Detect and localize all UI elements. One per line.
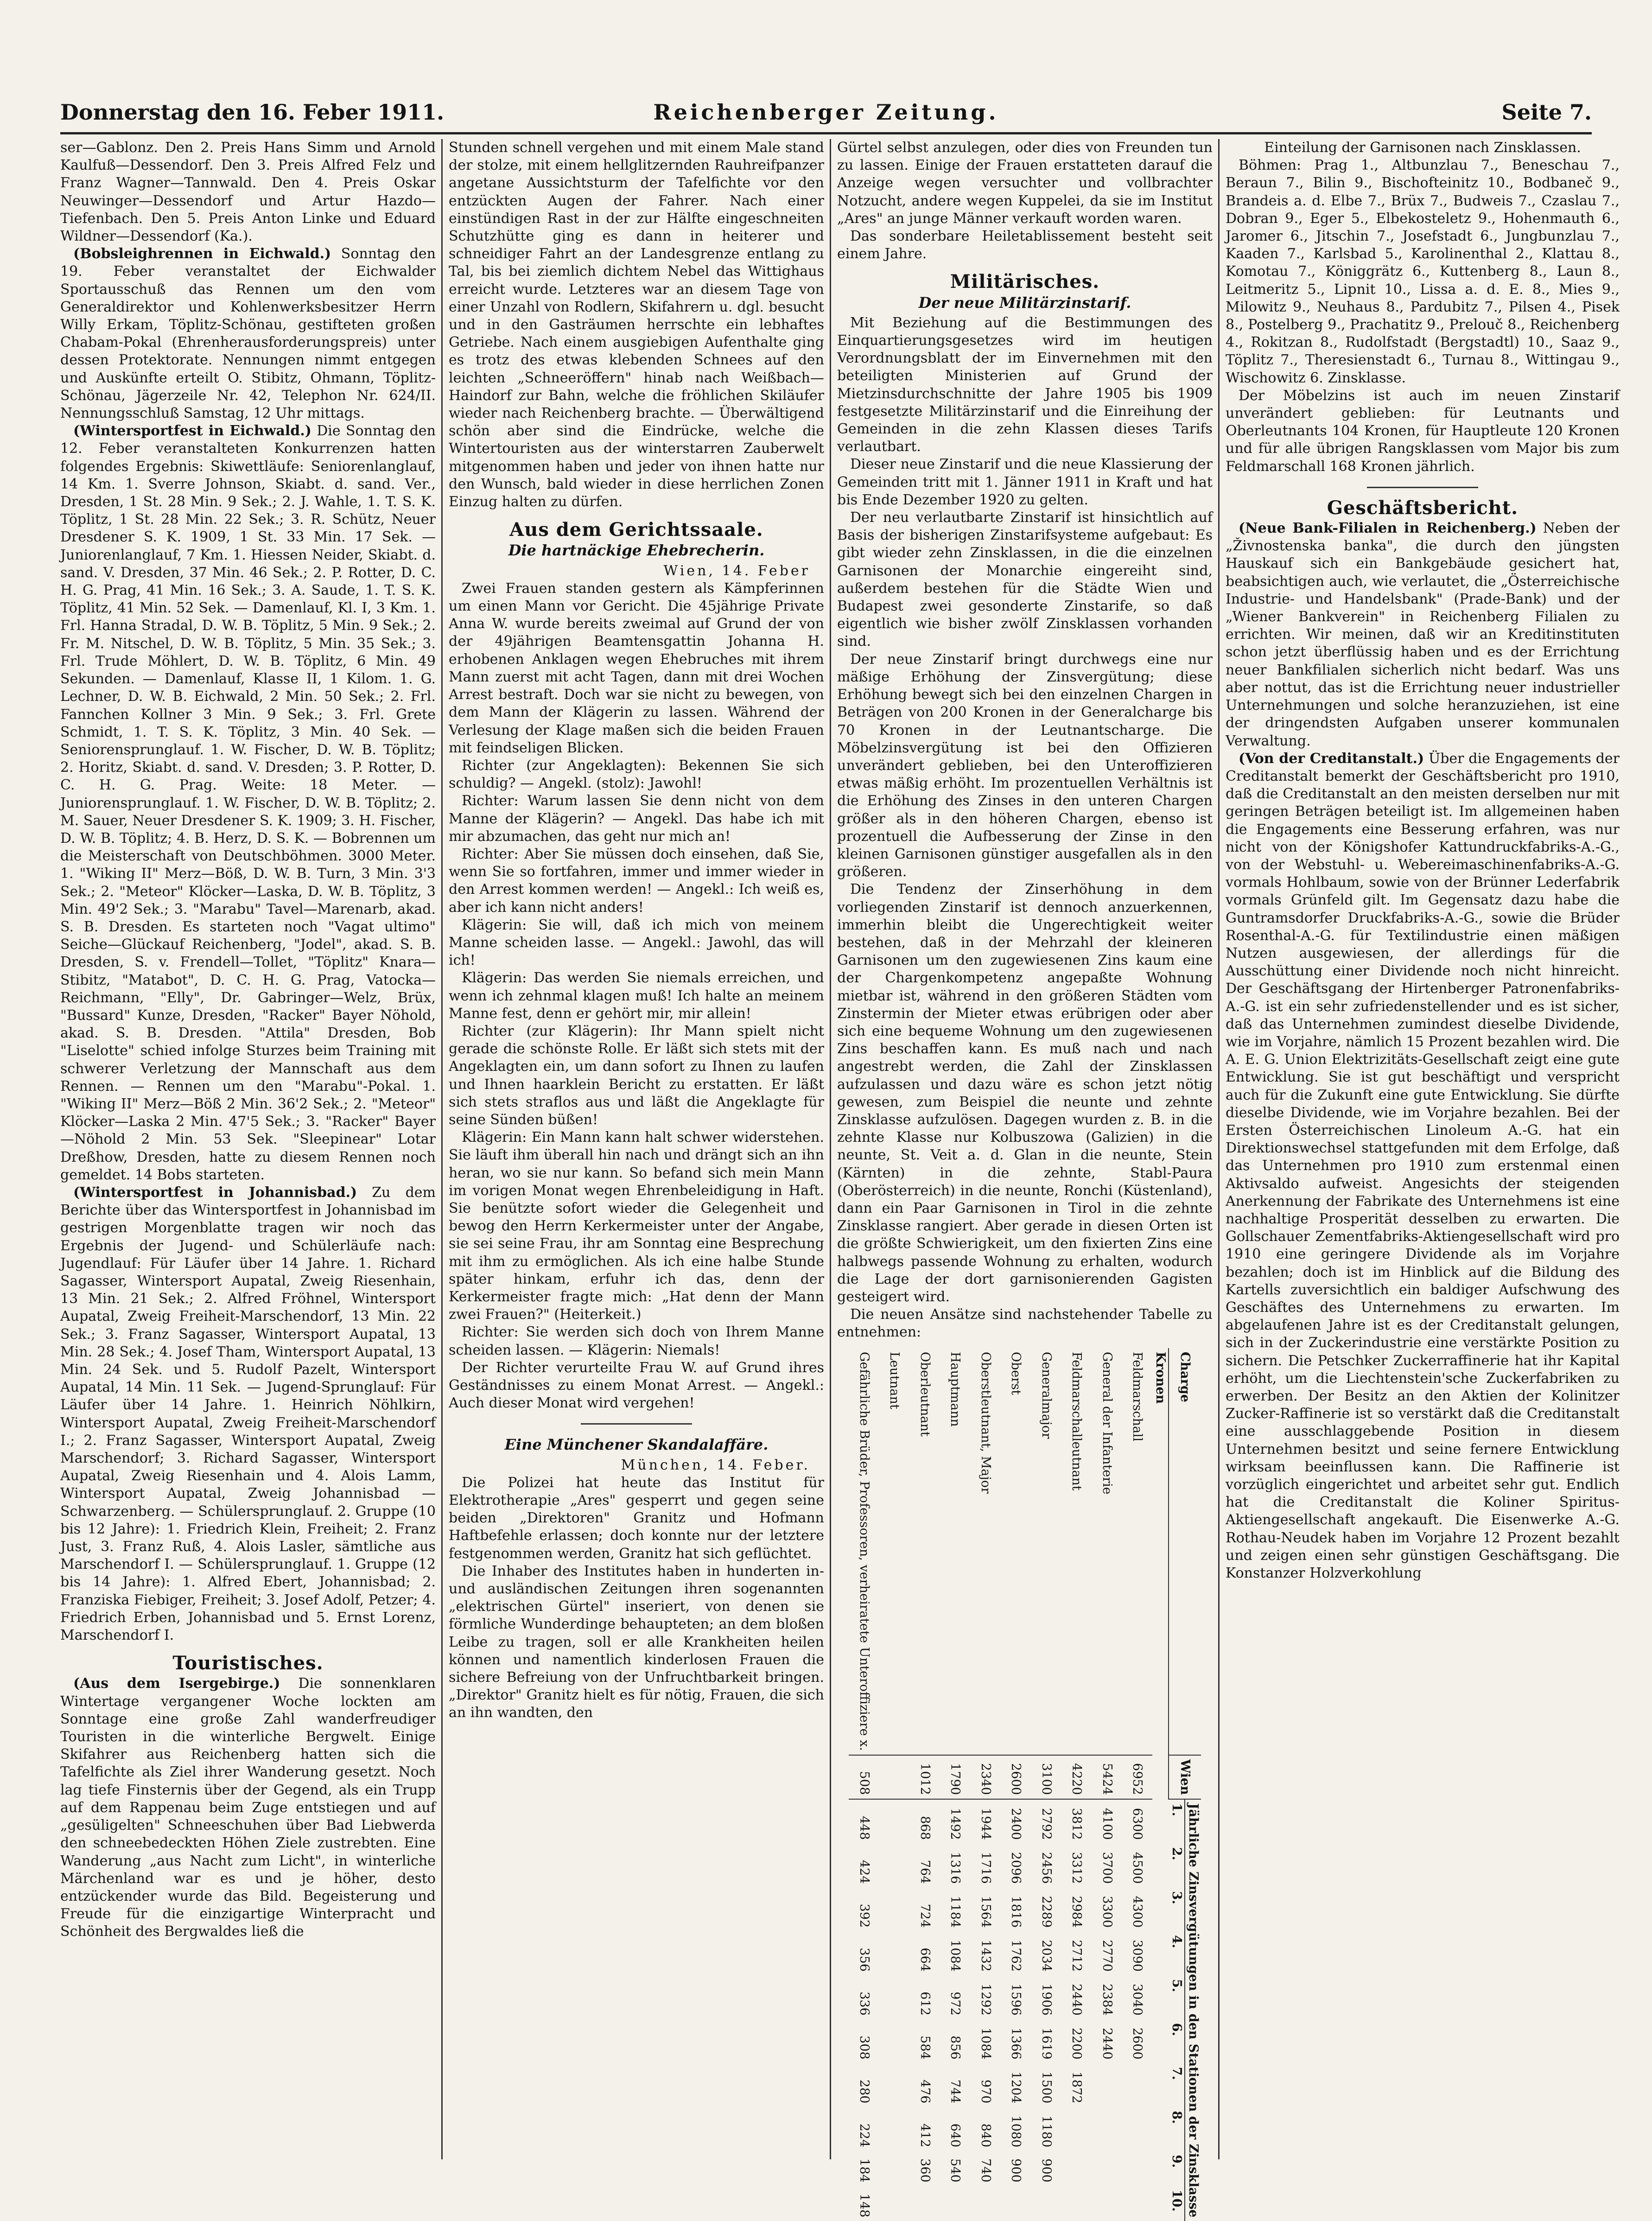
table-cell-value: 392	[857, 1903, 871, 1928]
column-3	[837, 139, 1213, 2217]
table-cell-value: 744	[948, 2079, 963, 2103]
table-cell-value: 724	[917, 1903, 932, 1928]
table-header-row	[1185, 1348, 1201, 2221]
section-heading: Geschäftsbericht.	[1327, 496, 1519, 519]
table-header-charge: Charge	[1169, 1348, 1201, 1755]
table-cell-value	[879, 1843, 910, 1887]
table-cell-value: 840	[978, 2123, 993, 2147]
table-class-header: 9.	[1169, 2154, 1184, 2168]
table-cell-value: 3312	[1069, 1852, 1084, 1884]
paragraph: Die Inhaber des Institutes haben in hunderten in- und ausländischen Zeitungen ihren sogenannten „elektrischen Gürtel" inseriert, von denen sie förmliche Wunderdinge behaupteten; an dem bloßen Leibe zu tragen, soll er alle Krankheiten heilen können und namentlich kinderlosen Frauen die sichere Befreiung von der Unfruchtbarkeit bringen. „Direktor" Granitz hielt es für nötig, Frauen, die sich an ihn wandten, den	[449, 1563, 824, 1721]
table-row	[940, 1348, 971, 2221]
table-cell-value: 2600	[1001, 1755, 1031, 1799]
table-cell-value: 412	[917, 2123, 932, 2147]
table-class-header: 2.	[1169, 1847, 1184, 1860]
table-cell-value	[1001, 2186, 1031, 2221]
table-cell-value: 4220	[1061, 1755, 1092, 1799]
table-cell-value: 6952	[1122, 1755, 1153, 1799]
table-cell-value: 2200	[1069, 2027, 1084, 2060]
table-cell-value	[1092, 2151, 1122, 2186]
table-row	[1061, 1348, 1092, 2221]
table-cell-value: 3100	[1031, 1755, 1061, 1799]
paragraph: Der Möbelzins ist auch im neuen Zinstarif unverändert geblieben: für Leutnants und Oberleutnants 104 Kronen, für Hauptleute 120 Kronen und für alle übrigen Rangsklassen vom Major bis zum Feldmarschall 168 Kronen jährlich.	[1226, 387, 1620, 475]
table-body	[849, 1348, 1152, 2221]
table-cell-value: 1596	[1009, 1983, 1023, 2016]
table-cell-value: 336	[857, 1991, 871, 2016]
table-cell-charge: Gefährliche Brüder, Professoren, verheiratete Unteroffiziere x.	[857, 1351, 871, 1751]
section-lead: (Neue Bank-Filialen in Reichenberg.)	[1239, 520, 1537, 537]
table-cell-value: 448	[849, 1799, 879, 1843]
table-cell-value	[879, 1975, 910, 2019]
newspaper-title: Reichenberger Zeitung.	[653, 100, 999, 125]
paragraph: Die Tendenz der Zinserhöhung in dem vorliegenden Zinstarif ist dennoch anzuerkennen, immerhin bleibt die Ungerechtigkeit weiter bestehen, daß in der Mehrzahl der kleineren Garnisonen um den zugewiesenen Zins kaum eine der Chargenkompetenz angepaßte Wohnung mietbar ist, während in den größeren Städten vom Zinstermin der Mieter etwas erübrigen oder aber sich eine bequeme Wohnung um den zugewiesenen Zins beschaffen kann. Es muß nach und nach angestrebt werden, die Zahl der Zinsklassen aufzulassen und dazu wäre es schon jetzt nötig gewesen, zum Beispiel die neunte und zehnte Zinsklasse aufzulösen. Dagegen wurden z. B. in die zehnte Klasse nur Kolbuszowa (Galizien) in die neunte, St. Veit a. d. Glan in die neunte, Stein (Kärnten) in die zehnte, Stabl-Paura (Oberösterreich) in die neunte, Ronchi (Küstenland), dann ein Paar Garnisonen in Tirol in die zehnte Zinsklasse rangiert. Aber gerade in diesen Orten ist die größte Schwierigkeit, um den fixierten Zins eine halbwegs passende Wohnung zu erhalten, wodurch die Lage der dort garnisonierenden Gagisten gesteigert wird.	[837, 881, 1213, 1305]
table-cell-value	[940, 2186, 971, 2221]
table-cell-value: 1944	[970, 1799, 1001, 1843]
section-heading: Touristisches.	[172, 1652, 324, 1674]
table-cell-value: 5424	[1092, 1755, 1122, 1799]
paragraph	[60, 1184, 436, 1644]
table-cell-charge: Leutnant	[887, 1351, 902, 1409]
table-unit-label: Kronen	[1153, 1351, 1168, 1404]
table-cell-charge: Generalmajor	[1039, 1351, 1054, 1439]
paragraph: Richter: Aber Sie müssen doch einsehen, daß Sie, wenn Sie so fortfahren, immer und immer wieder in den Arrest kommen werden! — Angekl.: Ich weiß es, aber ich kann nicht anders!	[449, 846, 824, 916]
table-cell-value: 1619	[1039, 2027, 1054, 2060]
paragraph: Gürtel selbst anzulegen, oder dies von Freunden tun zu lassen. Einige der Frauen erstatteten darauf die Anzeige wegen versuchter und vollbrachter Notzucht, andere wegen Kuppelei, da sie im Institut „Ares" an junge Männer verkauft worden waren.	[837, 140, 1213, 227]
table-cell-value: 2770	[1099, 1939, 1114, 1972]
rent-rate-table	[849, 1348, 1201, 2217]
table-cell-value: 3300	[1099, 1896, 1114, 1928]
table-cell-value: 612	[917, 1991, 932, 2016]
paragraph	[60, 245, 436, 422]
table-cell-value: 2712	[1069, 1939, 1084, 1972]
divider	[1367, 487, 1478, 488]
table-cell-value: 1080	[1009, 2115, 1023, 2147]
table-cell-value: 3812	[1061, 1799, 1092, 1843]
section-lead: (Wintersportfest in Johannisbad.)	[73, 1184, 357, 1201]
table-cell-value: 2600	[1130, 2027, 1145, 2060]
table-cell-value: 2384	[1099, 1983, 1114, 2016]
section-lead: (Bobsleighrennen in Eichwald.)	[73, 246, 331, 262]
table-cell-value: 3090	[1130, 1939, 1145, 1972]
table-cell-charge: Feldmarschalleutnant	[1069, 1351, 1084, 1491]
table-cell-charge: Feldmarschall	[1130, 1351, 1145, 1442]
section-lead: (Aus dem Isergebirge.)	[73, 1675, 280, 1692]
table-cell-value	[1061, 2186, 1092, 2221]
column-4	[1226, 139, 1620, 2159]
table-cell-value	[1061, 2151, 1092, 2186]
table-row	[1001, 1348, 1031, 2221]
paragraph: Der neu verlautbarte Zinstarif ist hinsichtlich auf Basis der bisherigen Zinstarifsysteme aufgebaut: Es gibt wieder zehn Zinsklassen, in die die einzelnen Garnisonen der Monarchie eingereiht sind, außerdem bestehen für die Städte Wien und Budapest zwei gesonderte Zinstarife, so daß eigentlich wie bisher zwölf Zinsklassen vorhanden sind.	[837, 509, 1213, 650]
table-cell-value: 1084	[948, 1939, 963, 1972]
table-cell-value: 2456	[1039, 1852, 1054, 1884]
table-caption-text: Jährliche Zinsvergütungen in den Stationen der	[1186, 1803, 1201, 2139]
column-2	[449, 139, 824, 2159]
table-cell-value: 508	[849, 1755, 879, 1799]
column-1	[60, 139, 436, 2159]
table-cell-value	[1092, 2186, 1122, 2221]
table-caption	[1185, 1799, 1201, 2221]
dateline: München, 14. Feber.	[621, 1457, 810, 1473]
paragraph: Richter (zur Klägerin): Ihr Mann spielt nicht gerade die schönste Rolle. Er läßt sich stets mit der Angeklagten ein, um dann sofort zu Ihnen zu laufen und Ihnen haarklein Bericht zu erstatten. Er läßt sich stets straflos aus und läßt die Angeklagte für seine Sünden büßen!	[449, 1023, 824, 1128]
table-cell-charge: Oberleutnant	[917, 1351, 932, 1437]
table-cell-value	[879, 2186, 910, 2221]
paragraph: Die Polizei hat heute das Institut für Elektrotherapie „Ares" gesperrt und gegen seine beiden „Direktoren" Granitz und Hofmann Haftbefehle erlassen; doch konnte nur der letztere festgenommen werden, Granitz hat sich geflüchtet.	[449, 1474, 824, 1562]
table-cell-value: 1084	[978, 2027, 993, 2060]
dateline: Wien, 14. Feber	[663, 562, 810, 579]
table-cell-value: 1316	[948, 1852, 963, 1884]
table-cell-value: 2440	[1099, 2027, 1114, 2060]
table-cell-value: 640	[948, 2123, 963, 2147]
paragraph: Richter: Warum lassen Sie denn nicht von dem Manne der Klägerin? — Angekl. Das habe ich mit mir abzumachen, das geht nur mich an!	[449, 793, 824, 845]
issue-date: Donnerstag den 16. Feber 1911.	[60, 100, 445, 125]
table-header-wien: Wien	[1169, 1755, 1201, 1799]
table-row	[909, 1348, 940, 2221]
table-row	[1031, 1348, 1061, 2221]
paragraph: Richter: Sie werden sich doch von Ihrem Manne scheiden lassen. — Klägerin: Niemals!	[449, 1324, 824, 1358]
table-cell-value: 2400	[1001, 1799, 1031, 1843]
table-cell-value: 1432	[978, 1939, 993, 1972]
table-cell-value: 1762	[1009, 1939, 1023, 1972]
table-cell-value	[879, 1755, 910, 1799]
paragraph	[1226, 520, 1620, 750]
section-heading: Militärisches.	[950, 271, 1100, 293]
section-heading: Einteilung der Garnisonen nach Zinsklassen.	[1264, 140, 1581, 156]
paragraph-text: Über die Engagements der Creditanstalt bemerkt der Geschäftsbericht pro 1910, daß die Creditanstalt an den meisten derselben nur mit geringen Beträgen beteiligt ist. Im allgemeinen haben die Engagements eine Besserung erfahren, was nur nicht von der Königshofer Kattundruckfabriks-A.-G., von der Webstuhl- u. Webereimaschinenfabriks-A.-G. vormals Hohlbaum, sowie von der Brünner Lederfabrik vormals Grünfeld gilt. Im Gegensatz dazu habe die Guntramsdorfer Druckfabriks-A.-G., sowie die Brüder Rosenthal-A.-G. für Textilindustrie einen mäßigen Nutzen ausgewiesen, der allerdings für die Ausschüttung einer Dividende noch nicht hinreicht. Der Geschäftsgang der Hirtenberger Patronenfabriks-A.-G. ist ein sehr zufriedenstellender und es ist sicher, daß das Unternehmen zumindest dieselbe Dividende, wie im Vorjahre, nämlich 15 Prozent bezahlen wird. Die A. E. G. Union Elektrizitäts-Gesellschaft zeigt eine gute Entwicklung. Sie ist gut beschäftigt und verspricht auch für die Zukunft eine gute Entwicklung. Sie dürfte dieselbe Dividende, wie im Vorjahre bezahlen. Bei der Ersten Österreichischen Linoleum A.-G. hat ein Direktionswechsel stattgefunden mit dem Erfolge, daß das Unternehmen pro 1910 zum erstenmal einen Aktivsaldo aufweist. Angesichts der steigenden Anerkennung der Fabrikate des Unternehmens ist eine nachhaltige Prosperität desselben zu erwarten. Die Gollschauer Zementfabriks-Aktiengesellschaft wird pro 1910 eine geringere Dividende als im Vorjahre bezahlen; doch ist im Hinblick auf die Bildung des Kartells zuversichtlich ein baldiger Aufschwung des Geschäftes des Unternehmens zu erwarten. Im abgelaufenen Jahre ist es der Creditanstalt gelungen, sich in der Zuckerindustrie eine verstärkte Position zu sichern. Die Petschker Zuckerraffinerie hat ihr Kapital erhöht, um die Liechtenstein'sche Zuckerfabriken zu erwerben. Der Besitz an den Aktien der Kolinitzer Zucker-Raffinerie ist so verstärkt daß die Creditanstalt eine ausschlaggebende Position in diesem Unternehmen besitzt und seine fernere Entwicklung wirksam beeinflussen kann. Die Raffinerie ist vorzüglich eingerichtet und arbeitet sehr gut. Endlich hat die Creditanstalt die Koliner Spiritus-Aktiengesellschaft angekauft. Die Eisenwerke A.-G. Rothau-Neudek haben im Vorjahre 12 Prozent bezahlt und zeigen einen sehr günstigen Geschäftsgang. Die Konstanzer Holzverkohlung	[1226, 750, 1620, 1582]
table-cell-value	[1122, 2151, 1153, 2186]
paragraph: Dieser neue Zinstarif und die neue Klassierung der Gemeinden tritt mit 1. Jänner 1911 in Kraft und hat bis Ende Dezember 1920 zu gelten.	[837, 456, 1213, 508]
table-cell-value: 1184	[948, 1896, 963, 1928]
article-title: Eine Münchener Skandalaffäre.	[504, 1436, 769, 1454]
paragraph-text: Die sonnenklaren Wintertage vergangener Woche lockten am Sonntage eine große Zahl wanderfreudiger Touristen in die winterliche Bergwelt. Einige Skifahrer aus Reichenberg hatten sich die Tafelfichte als Ziel ihrer Wanderung gesetzt. Noch lag tiefe Finsternis über der Gegend, als ein Trupp auf dem Rappenau beim Zuge entstiegen und auf „gesüligelten" Schneeschuhen über Bad Liebwerda den schneebedeckten Höhen Ziele zustrebten. Eine Wanderung „aus Nacht zum Licht", in winterliche Märchenland war es und je höher, desto entzückender wurde das Bild. Begeisterung und Freude für die einzigartige Winterpracht und Schönheit des Bergwaldes ließ die	[60, 1675, 436, 1940]
table-cell-value: 4100	[1092, 1799, 1122, 1843]
table-cell-charge: General der Infanterie	[1099, 1351, 1114, 1495]
paragraph-text: Zu dem Berichte über das Wintersportfest in Johannisbad im gestrigen Morgenblatte tragen wir noch das Ergebnis der Jugend- und Schülerläufe nach: Jugendlauf: Für Läufer über 14 Jahre. 1. Richard Sagasser, Wintersport Aupatal, Zweig Riesenhain, 13 Min. 21 Sek.; 2. Alfred Fröhnel, Wintersport Aupatal, Zweig Freiheit-Marschendorf, 13 Min. 22 Sek.; 3. Franz Sagasser, Wintersport Aupatal, 13 Min. 28 Sek.; 4. Josef Tham, Wintersport Aupatal, 13 Min. 24 Sek. und 5. Rudolf Pazelt, Wintersport Aupatal, 14 Min. 11 Sek. — Jugend-Sprunglauf: Für Läufer über 14 Jahre. 1. Heinrich Nöhlkirn, Wintersport Aupatal, Zweig Freiheit-Marschendorf I.; 2. Franz Sagasser, Wintersport Aupatal, Zweig Marschendorf; 3. Richard Sagasser, Wintersport Aupatal, Zweig Riesenhain und 4. Alois Lamm, Wintersport Aupatal, Zweig Johannisbad — Schwarzenberg. — Schülersprunglauf. 2. Gruppe (10 bis 12 Jahre): 1. Friedrich Klein, Freiheit; 2. Franz Just, 3. Franz Ruß, 4. Alois Lasler, sämtliche aus Marschendorf I. — Schülersprunglauf. 1. Gruppe (12 bis 14 Jahre): 1. Alfred Ebert, Johannisbad; 2. Franziska Fiebiger, Freiheit; 3. Josef Adolf, Petzer; 4. Friedrich Erben, Johannisbad und 5. Ernst Lorenz, Marschendorf I.	[60, 1184, 436, 1644]
paragraph: Böhmen: Prag 1., Altbunzlau 7., Beneschau 7., Beraun 7., Bilin 9., Bischofteinitz 10., Bodbaneč 9., Brandeis a. d. Elbe 7., Brüx 7., Budweis 7., Czaslau 7., Dobran 9., Eger 5., Elbekosteletz 9., Hohenmauth 6., Jaromer 6., Jitschin 7., Josefstadt 6., Jungbunzlau 7., Kaaden 7., Karlsbad 5., Karolinenthal 2., Klattau 8., Komotau 7., Königgrätz 6., Kuttenberg 8., Laun 8., Leitmeritz 5., Lipnit 10., Lissa a. d. E. 8., Mies 9., Milowitz 9., Neuhaus 8., Pardubitz 7., Pilsen 4., Pisek 8., Postelberg 9., Prachatitz 9., Prelouč 8., Reichenberg 4., Rokitzan 8., Rudolfstadt (Bergstadtl) 10., Saaz 9., Töplitz 7., Theresienstadt 6., Turnau 8., Wittingau 9., Wischowitz 6. Zinsklasse.	[1226, 157, 1620, 386]
table-cell-value: 2096	[1009, 1852, 1023, 1884]
table-cell-value: 280	[857, 2079, 871, 2103]
table-class-header: 8.	[1169, 2110, 1184, 2124]
table-cell-value: 2792	[1031, 1799, 1061, 1843]
paragraph: Zwei Frauen standen gestern als Kämpferinnen um einen Mann vor Gericht. Die 45jährige Private Anna W. wurde bereits zweimal auf Grund der von der 49jährigen Beamtensgattin Johanna H. erhobenen Anklagen wegen Ehebruches mit ihrem Mann zuerst mit acht Tagen, dann mit drei Wochen Arrest bestraft. Doch war sie nicht zu bewegen, von dem Mann der Klägerin zu lassen. Während der Verlesung der Klage maßen sich die beiden Frauen mit feindseligen Blicken.	[449, 580, 824, 756]
table-cell-value: 856	[948, 2035, 963, 2060]
table-cell-value	[1061, 2107, 1092, 2151]
paragraph: Klägerin: Sie will, daß ich mich von meinem Manne scheiden lasse. — Angekl.: Jawohl, das will ich!	[449, 916, 824, 969]
table-cell-value	[879, 2151, 910, 2186]
table-cell-value: 1716	[978, 1852, 993, 1884]
paragraph: Klägerin: Ein Mann kann halt schwer widerstehen. Sie läuft ihm überall hin nach und drängt sich an ihn heran, wo sie nur kann. So befand sich mein Mann im vorigen Monat wegen Ehrenbeleidigung in Haft. Sie benützte sofort wieder die Gelegenheit und bewog den Herrn Kerkermeister unter der Angabe, sie sei seine Frau, ihr am Sonntag eine Besprechung mit ihm zu ermöglichen. Als ich eine halbe Stunde später hinkam, erfuhr ich das, denn der Kerkermeister fragte mich: „Hat denn der Mann zwei Frauen?" (Heiterkeit.)	[449, 1129, 824, 1323]
table-cell-value: 1012	[909, 1755, 940, 1799]
table-cell-value	[879, 2019, 910, 2063]
table-cell-value: 764	[917, 1859, 932, 1884]
table-cell-value: 1564	[978, 1896, 993, 1928]
paragraph: Stunden schnell vergehen und mit einem Male stand der stolze, mit einem hellglitzernden Rauhreifpanzer angetane Aussichtsturm der Tafelfichte vor den entzückten Augen der Fahrer. Nach einer einstündigen Rast in der zur Hälfte eingeschneiten Schutzhütte ging es dann in heiterer und schneidiger Fahrt an der Landesgrenze entlang zu Tal, bis bei ziemlich dichtem Nebel das Wittighaus erreicht wurde. Letzteres war an diesem Tage von einer Unzahl von Rodlern, Skifahrern u. dgl. besucht und in den Gasträumen herrschte ein lebhaftes Getriebe. Nach einem ausgiebigen Aufenthalte ging es trotz des etwas klebenden Schnees auf den leichten „Schneeröffern" hinab nach Weißbach—Haindorf zur Bahn, welche die fröhlichen Skiläufer wieder nach Reichenberg brachte. — Überwältigend schön aber sind die Eindrücke, welche die Wintertouristen aus der winterstarren Zauberwelt mitgenommen haben und jeder von ihnen hatte nur den Wunsch, bald wieder in diese herrlichen Zonen Einzug halten zu dürfen.	[449, 140, 824, 510]
table-cell-value	[879, 2107, 910, 2151]
table-cell-value	[879, 1931, 910, 1975]
table-cell-value: 1292	[978, 1983, 993, 2016]
table-cell-value	[909, 2186, 940, 2221]
table-row	[1122, 1348, 1153, 2221]
table-cell-charge: Hauptmann	[948, 1351, 963, 1427]
table-cell-value: 1816	[1009, 1896, 1023, 1928]
table-cell-value: 1500	[1039, 2071, 1054, 2103]
table-cell-value	[879, 2063, 910, 2107]
paragraph	[60, 1675, 436, 1941]
table-cell-value: 1906	[1039, 1983, 1054, 2016]
section-lead: (Wintersportfest in Eichwald.)	[73, 423, 311, 439]
table-unit-row	[1152, 1348, 1169, 2221]
table	[849, 1348, 1201, 2221]
table-cell-value: 356	[857, 1947, 871, 1972]
table-cell-value: 584	[917, 2035, 932, 2060]
paragraph: Das sonderbare Heiletablissement besteht seit einem Jahre.	[837, 228, 1213, 262]
paragraph: Richter (zur Angeklagten): Bekennen Sie sich schuldig? — Angekl. (stolz): Jawohl!	[449, 757, 824, 792]
paragraph-text: Sonntag den 19. Feber veranstaltet der Eichwalder Sportausschuß das Rennen um den vom Generaldirektor und Kohlenwerksbesitzer Herrn Willy Erkam, Töplitz-Schönau, gestifteten großen Chabam-Pokal (Ehrenherausforderungspreis) unter dessen Protektorate. Nennungen nimmt entgegen und Auskünfte erteilt O. Stibitz, Ohmann, Töplitz-Schönau, Jägerzeile Nr. 42, Telephon Nr. 624/II. Nennungsschluß Samstag, 12 Uhr mittags.	[60, 246, 436, 422]
table-cell-value: 664	[917, 1947, 932, 1972]
table-cell-value: 308	[857, 2035, 871, 2060]
table-cell-value: 900	[1009, 2158, 1023, 2183]
table-cell-value: 148	[857, 2193, 871, 2217]
table-cell-value: 4500	[1130, 1852, 1145, 1884]
table-cell-value: 1204	[1009, 2071, 1023, 2103]
table-cell-value: 6300	[1122, 1799, 1153, 1843]
table-cell-value: 970	[978, 2079, 993, 2103]
table-class-header: 5.	[1169, 1979, 1184, 1992]
table-cell-value: 1180	[1039, 2115, 1054, 2147]
table-cell-charge: Oberstleutnant, Major	[978, 1351, 993, 1494]
table-cell-value: 1366	[1009, 2027, 1023, 2060]
table-cell-value: 2440	[1069, 1983, 1084, 2016]
table-row	[849, 1348, 879, 2221]
page-number: Seite 7.	[1501, 100, 1592, 125]
table-cell-value	[1122, 2107, 1153, 2151]
paragraph-text: Neben der „Živnostenska banka", die durch den jüngsten Hauskauf sich ein Bankgebäude gesichert hat, beabsichtigen auch, wie verlautet, die „Österreichische Industrie- und Handelsbank" (Prade-Bank) und der „Wiener Bankverein" in Reichenberg Filialen zu errichten. Wir meinen, daß wir an Kreditinstituten schon jetzt überflüssig haben und es der Errichtung neuer Bankfilialen sicherlich nicht bedarf. Was uns aber nottut, das ist die Errichtung neuer industrieller Unternehmungen und solche heranzuziehen, ist eine der dringendsten Aufgaben unserer kommunalen Verwaltung.	[1226, 520, 1620, 749]
table-cell-value: 184	[857, 2158, 871, 2183]
table-cell-value: 3700	[1099, 1852, 1114, 1884]
table-class-header: 4.	[1169, 1935, 1184, 1948]
rotated-table-wrapper	[849, 1348, 1201, 2217]
table-cell-value	[879, 1887, 910, 1931]
table-cell-value: 972	[948, 1991, 963, 2016]
table-cell-value	[970, 2186, 1001, 2221]
table-cell-value: 2034	[1039, 1939, 1054, 1972]
paragraph: Klägerin: Das werden Sie niemals erreichen, und wenn ich zehnmal klagen muß! Ich halte an meinem Manne fest, denn er gehört mir, mir allein!	[449, 970, 824, 1022]
table-cell-value: 476	[917, 2079, 932, 2103]
table-cell-value: 3040	[1130, 1983, 1145, 2016]
table-cell-value: 2984	[1069, 1896, 1084, 1928]
paragraph: Der neue Zinstarif bringt durchwegs eine nur mäßige Erhöhung der Zinsvergütung; diese Erhöhung bewegt sich bei den einzelnen Chargen in Beträgen von 200 Kronen in der Generalcharge bis 70 Kronen in der Leutnantscharge. Die Möbelzinsvergütung ist bei den Offizieren unverändert geblieben, bei den Unteroffizieren etwas mäßig erhöht. Im prozentuellen Verhältnis ist die Erhöhung des Zinses in den unteren Chargen größer als in den höheren Chargen, ebenso ist prozentuell die Aufbesserung der Zinse in den kleinen Garnisonen günstiger ausgefallen als in den größeren.	[837, 651, 1213, 880]
table-class-header: 1.	[1169, 1799, 1185, 1843]
table-class-header: 7.	[1169, 2067, 1184, 2080]
table-cell-value: 224	[857, 2123, 871, 2147]
paragraph-text: Die Sonntag den 12. Feber veranstalteten Konkurrenzen hatten folgendes Ergebnis: Skiwettläufe: Seniorenlanglauf, 14 Km. 1. Sverre Johnson, Skiabt. d. sand. Ver., Dresden, 1 St. 28 Min. 9 Sek.; 2. J. Wahle, 1. T. S. K. Töplitz, 1 St. 28 Min. 22 Sek.; 3. R. Schütz, Neuer Dresdener S. K. 1909, 1 St. 33 Min. 17 Sek. — Juniorenlanglauf, 7 Km. 1. Hiessen Neider, Skiabt. d. sand. V. Dresden, 37 Min. 46 Sek.; 2. P. Rotter, D. C. H. G. Prag, 41 Min. 16 Sek.; 3. A. Saude, 1. T. S. K. Töplitz, 41 Min. 52 Sek. — Damenlauf, Kl. I, 3 Km. 1. Frl. Hanna Stradal, D. W. B. Töplitz, 5 Min. 9 Sek.; 2. Fr. M. Nitschel, D. W. B. Töplitz, 5 Min. 35 Sek.; 3. Frl. Trude Möhlert, D. W. B. Töplitz, 6 Min. 49 Sekunden. — Damenlauf, Klasse II, 1 Kilom. 1. G. Lechner, D. W. B. Eichwald, 2 Min. 50 Sek.; 2. Frl. Fannchen Kollner 3 Min. 9 Sek.; 3. Frl. Grete Schmidt, 1. T. S. K. Töplitz, 3 Min. 40 Sek. — Seniorensprunglauf. 1. W. Fischer, D. W. B. Töplitz; 2. Horitz, Skiabt. d. sand. V. Dresden; 3. P. Rotter, D. C. H. G. Prag. Weite: 18 Meter. — Juniorensprunglauf. 1. W. Fischer, D. W. B. Töplitz; 2. M. Sauer, Neuer Dresdener S. K. 1909; 3. H. Fischer, D. W. B. Töplitz; 4. B. Herz, D. S. K. — Bobrennen um die Meisterschaft von Deutschböhmen. 3000 Meter. 1. "Wiking II" Merz—Böß, D. W. B. Turn, 3 Min. 3'3 Sek.; 2. "Meteor" Klöcker—Laska, D. W. B. Töplitz, 3 Min. 49'2 Sek.; 3. "Marabu" Tavel—Marenarb, akad. S. B. Dresden. Es starteten noch "Vagat ultimo" Seiche—Glückauf Reichenberg, "Jodel", akad. S. B. Dresden, S. v. Frendell—Tollet, "Töplitz" Knara—Stibitz, "Matabot", D. C. H. G. Prag, Vatocka—Reichmann, "Elly", Dr. Gabringer—Welz, Brüx, "Bussard" Kunze, Dresden, "Racker" Bayer Nöhold, akad. S. B. Dresden. "Attila" Dresden, Bob "Liselotte" schied infolge Sturzes beim Training mit schwerer Verletzung der Mannschaft aus dem Rennen. — Rennen um den "Marabu"-Pokal. 1. "Wiking II" Merz—Böß 2 Min. 36'2 Sek.; 2. "Meteor" Klöcker—Laska 2 Min. 47'5 Sek.; 3. "Racker" Bayer—Nöhold 2 Min. 53 Sek. "Sleepinear" Lotar Dreßhow, Dresden, hatte zu diesem Rennen noch gemeldet. 14 Bobs starteten.	[60, 423, 436, 1183]
table-cell-value: 868	[909, 1799, 940, 1843]
table-cell-value: 1790	[940, 1755, 971, 1799]
paragraph: ser—Gablonz. Den 2. Preis Hans Simm und Arnold Kaulfuß—Dessendorf. Den 3. Preis Alfred Felz und Franz Wagner—Tannwald. Den 4. Preis Oskar Neuwinger—Dessendorf und Artur Hazdo—Tiefenbach. Den 5. Preis Anton Linke und Eduard Wildner—Dessendorf (Ka.).	[60, 140, 436, 245]
masthead	[60, 100, 1592, 134]
paragraph: Die neuen Ansätze sind nachstehender Tabelle zu entnehmen:	[837, 1306, 1213, 1341]
table-cell-charge: Oberst	[1009, 1351, 1023, 1395]
section-heading: Aus dem Gerichtssaale.	[509, 519, 763, 541]
table-zinsklasse-label: Zinsklasse	[1186, 2144, 1201, 2217]
table-cell-value	[1092, 2063, 1122, 2107]
table-cell-value: 424	[857, 1859, 871, 1884]
table-cell-value: 1872	[1069, 2071, 1084, 2103]
table-cell-value	[1092, 2107, 1122, 2151]
article-title: Der neue Militärzinstarif.	[918, 293, 1131, 312]
article-columns	[60, 139, 1620, 2217]
table-cell-value	[879, 1799, 910, 1843]
table-cell-value	[1122, 2063, 1153, 2107]
table-cell-value: 740	[978, 2158, 993, 2183]
section-lead: (Von der Creditanstalt.)	[1239, 750, 1424, 767]
table-cell-value: 4300	[1130, 1896, 1145, 1928]
table-row	[879, 1348, 910, 2221]
table-cell-value	[1122, 2186, 1153, 2221]
table-cell-value: 900	[1039, 2158, 1054, 2183]
table-row	[1092, 1348, 1122, 2221]
table-cell-value	[1031, 2186, 1061, 2221]
table-class-header: 6.	[1169, 2023, 1184, 2036]
article-title: Die hartnäckige Ehebrecherin.	[508, 541, 765, 560]
paragraph: Mit Beziehung auf die Bestimmungen des Einquartierungsgesetzes wird im heutigen Verordnungsblatt der im Einvernehmen mit den beteiligten Ministerien auf Grund der Mietzinsdurchschnitte der Jahre 1905 bis 1909 festgesetzte Militärzinstarif und die Einreihung der Gemeinden in die zehn Klassen dieses Tarifs verlautbart.	[837, 314, 1213, 455]
paragraph	[60, 422, 436, 1184]
paragraph	[1226, 750, 1620, 1583]
table-class-header: 3.	[1169, 1891, 1184, 1904]
paragraph: Der Richter verurteilte Frau W. auf Grund ihres Geständnisses zu einem Monat Arrest. — Angekl.: Auch dieser Monat wird vergehen!	[449, 1359, 824, 1412]
table-cell-value: 1492	[940, 1799, 971, 1843]
table-cell-value: 2289	[1039, 1896, 1054, 1928]
table-cell-value: 2340	[970, 1755, 1001, 1799]
table-cell-value: 540	[948, 2158, 963, 2183]
table-row	[970, 1348, 1001, 2221]
divider	[581, 1423, 692, 1425]
table-cell-value: 360	[917, 2158, 932, 2183]
table-class-header: 10.	[1169, 2189, 1184, 2212]
